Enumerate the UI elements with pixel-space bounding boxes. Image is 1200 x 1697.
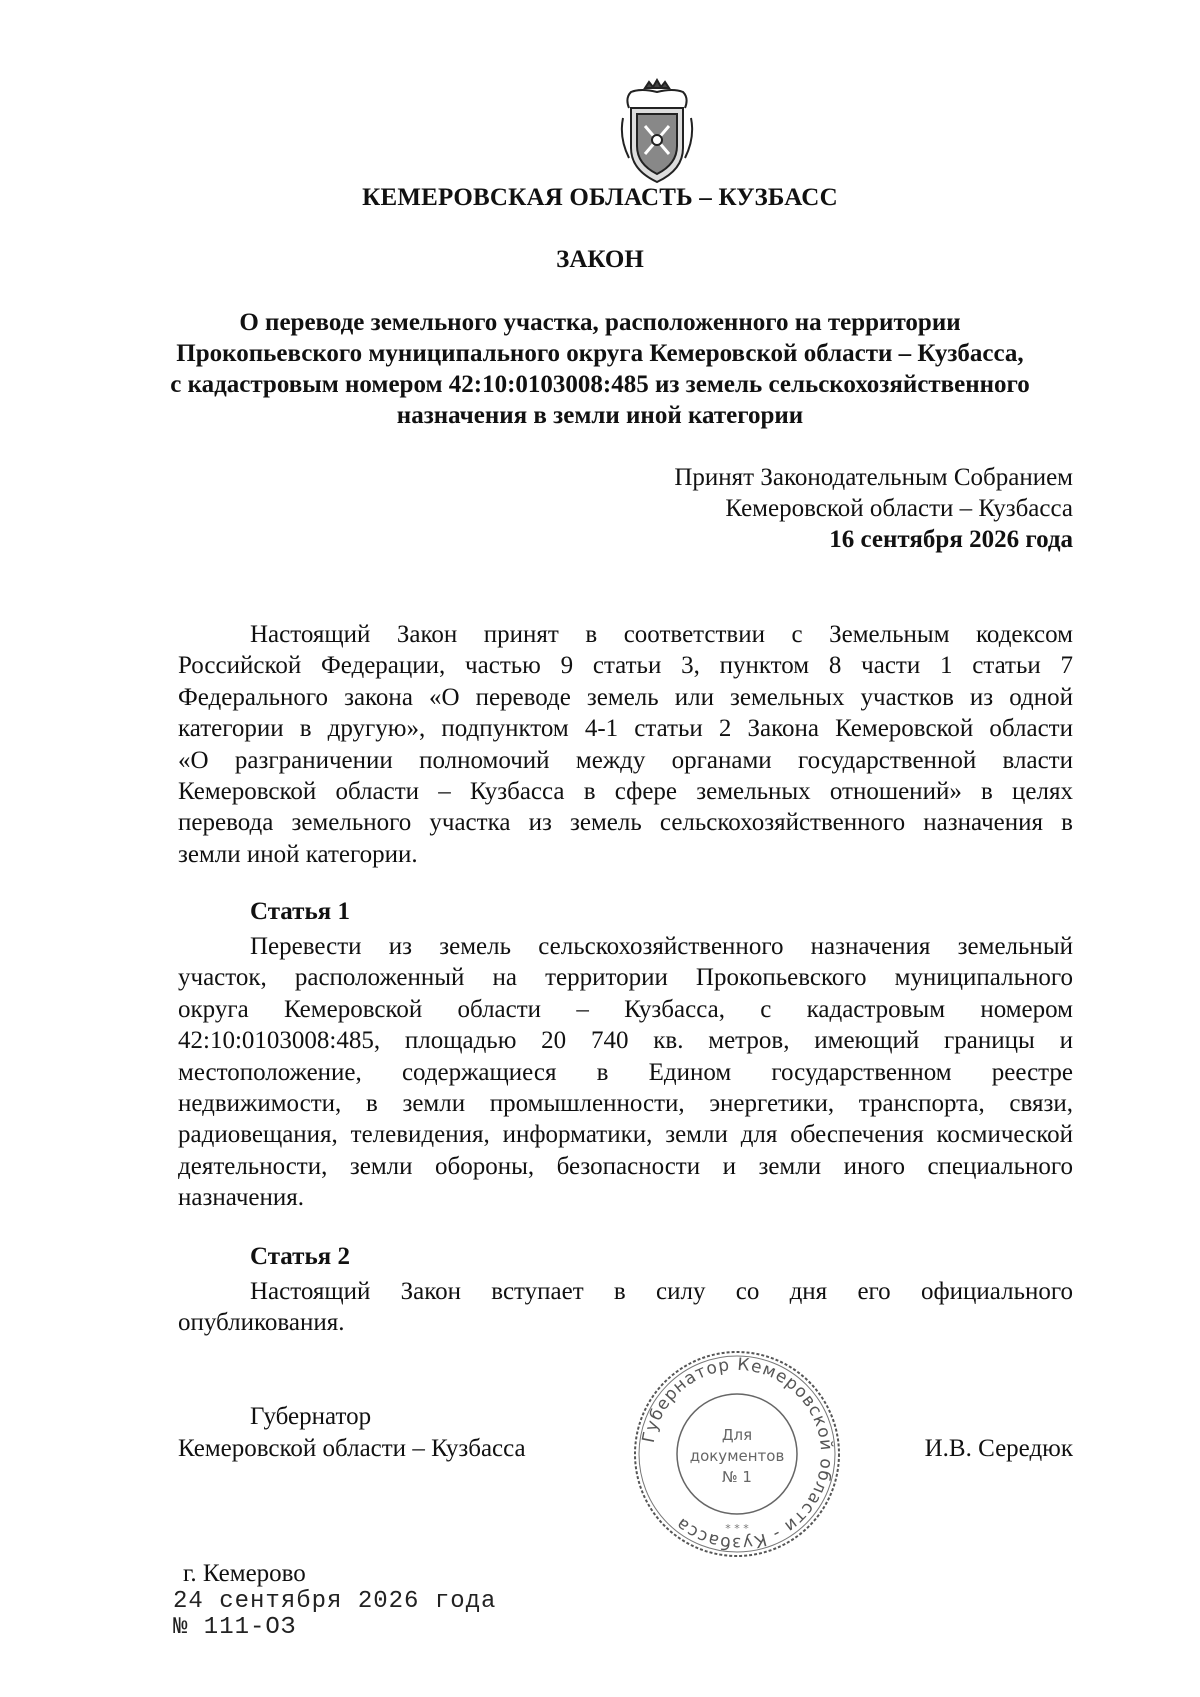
signatory-region: Кемеровской области – Кузбасса [178,1435,526,1462]
article-1-text [178,931,1073,1214]
stamp-bottom-mark: * * * [725,1522,749,1535]
law-number: № 111-ОЗ [173,1614,297,1641]
law-title-line: с кадастровым номером 42:10:0103008:485 из земель сельскохозяйственного [170,371,1030,398]
text-line: недвижимости, в земли промышленности, энергетики, транспорта, связи, [178,1090,1073,1118]
adoption-line: Кемеровской области – Кузбасса [725,495,1073,522]
coat-of-arms-emblem [615,78,699,186]
issue-city: г. Кемерово [183,1560,306,1587]
stamp-center-line: документов [689,1447,785,1465]
text-line: опубликования. [178,1309,345,1337]
text-line: категории в другую», подпунктом 4-1 статьи 2 Закона Кемеровской области [178,715,1073,743]
text-line: Российской Федерации, частью 9 статьи 3, пунктом 8 части 1 статьи 7 [178,652,1073,680]
text-line: «О разграничении полномочий между органами государственной власти [178,746,1073,774]
text-line: округа Кемеровской области – Кузбасса, с кадастровым номером [178,995,1073,1023]
stamp-center-line: Для [721,1426,753,1444]
law-title-line: назначения в земли иной категории [396,402,804,429]
preamble-paragraph [178,619,1073,870]
article-2-heading: Статья 2 [250,1243,350,1270]
law-title [120,307,1080,431]
stamp-ring-text: Губернатор Кемеровской области - Кузбасса [638,1354,837,1554]
text-line: земли иной категории. [178,840,418,868]
text-line: Настоящий Закон принят в соответствии с Земельным кодексом [250,621,1073,648]
text-line: местоположение, содержащиеся в Едином государственном реестре [178,1058,1073,1086]
region-heading: КЕМЕРОВСКАЯ ОБЛАСТЬ – КУЗБАСС [362,184,838,211]
text-line: Настоящий Закон вступает в силу со дня его официального [250,1278,1073,1305]
stamp-center-line: № 1 [722,1468,752,1486]
issue-date: 24 сентября 2026 года [173,1588,497,1615]
text-line: 42:10:0103008:485, площадью 20 740 кв. метров, имеющий границы и [178,1027,1073,1055]
law-title-line: О переводе земельного участка, расположенного на территории [239,309,961,336]
text-line: Федерального закона «О переводе земель или земельных участков из одной [178,683,1073,711]
article-1-heading: Статья 1 [250,898,350,925]
text-line: Перевести из земель сельскохозяйственного назначения земельный [250,933,1073,960]
signatory-name: И.В. Середюк [924,1435,1073,1462]
text-line: участок, расположенный на территории Прокопьевского муниципального [178,964,1073,992]
text-line: назначения. [178,1184,305,1212]
text-line: деятельности, земли обороны, безопасности и земли иного специального [178,1152,1073,1180]
text-line: Кемеровской области – Кузбасса в сфере земельных отношений» в целях [178,778,1073,806]
adoption-line: Принят Законодательным Собранием [674,464,1073,491]
law-title-line: Прокопьевского муниципального округа Кемеровской области – Кузбасса, [176,340,1024,367]
official-seal-stamp [631,1348,843,1560]
document-type-heading: ЗАКОН [556,246,644,273]
adoption-date: 16 сентября 2026 года [829,526,1073,553]
adoption-block [674,462,1073,555]
text-line: радиовещания, телевидения, информатики, земли для обеспечения космической [178,1121,1073,1149]
article-2-text [178,1276,1073,1339]
text-line: перевода земельного участка из земель сельскохозяйственного назначения в [178,809,1073,837]
signatory-title: Губернатор [250,1403,372,1430]
